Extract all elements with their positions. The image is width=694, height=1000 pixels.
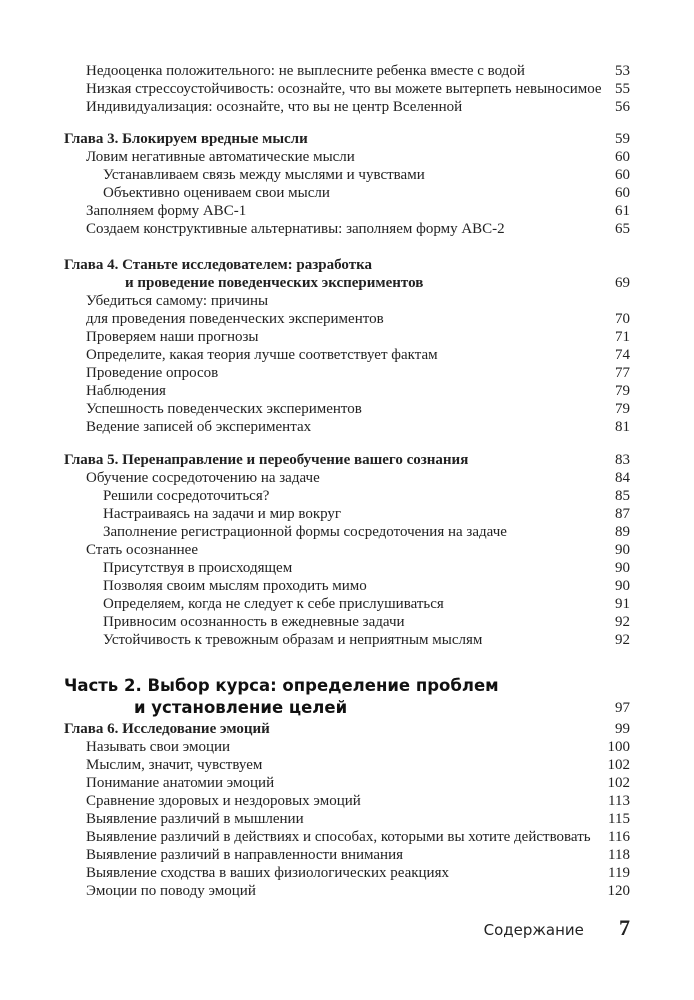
toc-entry[interactable]: [64, 774, 630, 792]
toc-entry[interactable]: [64, 864, 630, 882]
toc-entry-page: 55: [615, 81, 630, 97]
toc-entry-title: Обучение сосредоточению на задаче: [86, 470, 320, 486]
toc-entry-page: 100: [607, 739, 630, 755]
toc-entry-title: и установление целей: [134, 698, 348, 717]
toc-entry[interactable]: [64, 469, 630, 487]
toc-entry-page: 84: [615, 470, 630, 486]
toc-entry[interactable]: [64, 220, 630, 238]
toc-entry[interactable]: [64, 523, 630, 541]
toc-entry-page: 99: [615, 721, 630, 737]
toc-entry-page: 89: [615, 524, 630, 540]
toc-entry[interactable]: [64, 631, 630, 649]
toc-entry-page: 92: [615, 632, 630, 648]
toc-entry-page: 56: [615, 99, 630, 115]
toc-entry-title: Позволяя своим мыслям проходить мимо: [103, 578, 367, 594]
toc-entry[interactable]: [64, 418, 630, 436]
toc-entry-page: 92: [615, 614, 630, 630]
toc-entry[interactable]: [64, 828, 630, 846]
toc-entry-title: Создаем конструктивные альтернативы: заполняем форму ABC-2: [86, 221, 505, 237]
toc-entry[interactable]: [64, 62, 630, 80]
toc-entry-title: Определите, какая теория лучше соответствует фактам: [86, 347, 438, 363]
table-of-contents: [64, 62, 630, 900]
toc-entry-page: 79: [615, 401, 630, 417]
toc-entry-page: 69: [615, 275, 630, 291]
toc-entry-page: 87: [615, 506, 630, 522]
toc-entry-title: Называть свои эмоции: [86, 739, 231, 755]
toc-section: [64, 256, 630, 436]
toc-entry[interactable]: [64, 328, 630, 346]
toc-entry-page: 97: [615, 700, 630, 716]
toc-entry[interactable]: [64, 810, 630, 828]
toc-entry-title: Ведение записей об экспериментах: [86, 419, 312, 435]
toc-entry-page: 71: [615, 329, 630, 345]
toc-entry-title: Настраиваясь на задачи и мир вокруг: [103, 506, 342, 522]
toc-entry-title: Присутствуя в происходящем: [103, 560, 293, 576]
toc-entry-page: 113: [608, 793, 630, 809]
toc-chapter-entry[interactable]: [64, 256, 630, 274]
toc-entry[interactable]: [64, 846, 630, 864]
toc-section: [64, 451, 630, 649]
toc-entry-title: Решили сосредоточиться?: [103, 488, 270, 504]
toc-entry[interactable]: [64, 184, 630, 202]
toc-entry-title: Устойчивость к тревожным образам и неприятным мыслям: [103, 632, 483, 648]
toc-entry-page: 116: [608, 829, 630, 845]
toc-entry-page: 53: [615, 63, 630, 79]
toc-entry-page: 91: [615, 596, 630, 612]
toc-entry-title: Выявление различий в направленности внимания: [86, 847, 404, 863]
page-number: 7: [619, 915, 630, 940]
toc-entry[interactable]: [64, 310, 630, 328]
toc-entry[interactable]: [64, 559, 630, 577]
toc-entry-page: 119: [608, 865, 630, 881]
toc-part: [64, 675, 630, 719]
toc-entry[interactable]: [64, 364, 630, 382]
toc-entry-title: Глава 3. Блокируем вредные мысли: [64, 131, 308, 147]
toc-entry[interactable]: [64, 792, 630, 810]
toc-entry-title: Глава 5. Перенаправление и переобучение вашего сознания: [64, 452, 469, 468]
toc-entry-title: Определяем, когда не следует к себе прислушиваться: [103, 596, 444, 612]
toc-section: [64, 720, 630, 900]
toc-entry-page: 61: [615, 203, 630, 219]
toc-entry[interactable]: [64, 202, 630, 220]
toc-section: [64, 62, 630, 116]
toc-entry-page: 74: [615, 347, 630, 363]
running-footer-title: Содержание: [483, 921, 584, 939]
toc-entry[interactable]: [64, 400, 630, 418]
toc-entry[interactable]: [64, 274, 630, 292]
toc-entry-title: Проверяем наши прогнозы: [86, 329, 259, 345]
toc-entry-page: 83: [615, 452, 630, 468]
toc-entry[interactable]: [64, 613, 630, 631]
toc-entry-title: Часть 2. Выбор курса: определение проблем: [64, 676, 499, 695]
toc-entry-page: 102: [607, 775, 630, 791]
toc-entry[interactable]: [64, 541, 630, 559]
toc-entry-title: Успешность поведенческих экспериментов: [86, 401, 362, 417]
toc-entry[interactable]: [64, 505, 630, 523]
toc-entry-title: и проведение поведенческих экспериментов: [125, 275, 424, 291]
toc-entry-page: 90: [615, 542, 630, 558]
toc-entry[interactable]: [64, 80, 630, 98]
toc-entry[interactable]: [64, 738, 630, 756]
toc-entry-title: Объективно оцениваем свои мысли: [103, 185, 330, 201]
toc-entry[interactable]: [64, 98, 630, 116]
toc-entry-title: Выявление различий в действиях и способах, которыми вы хотите действовать: [86, 829, 591, 845]
toc-entry[interactable]: [64, 292, 630, 310]
toc-chapter-entry[interactable]: [64, 130, 630, 148]
toc-entry-title: Выявление различий в мышлении: [86, 811, 304, 827]
toc-entry-page: 60: [615, 185, 630, 201]
toc-entry-title: Ловим негативные автоматические мысли: [86, 149, 355, 165]
toc-entry-title: Проведение опросов: [86, 365, 219, 381]
toc-entry-title: Заполняем форму ABC-1: [86, 203, 247, 219]
toc-entry-page: 85: [615, 488, 630, 504]
toc-entry-title: Мыслим, значит, чувствуем: [86, 757, 263, 773]
toc-entry-page: 90: [615, 578, 630, 594]
toc-entry-title: Понимание анатомии эмоций: [86, 775, 275, 791]
toc-chapter-entry[interactable]: [64, 720, 630, 738]
toc-entry-title: Недооценка положительного: не выплесните ребенка вместе с водой: [86, 63, 525, 79]
toc-entry[interactable]: [64, 166, 630, 184]
toc-entry[interactable]: [64, 346, 630, 364]
toc-chapter-entry[interactable]: [64, 451, 630, 469]
toc-entry[interactable]: [64, 382, 630, 400]
toc-entry-title: Сравнение здоровых и нездоровых эмоций: [86, 793, 361, 809]
toc-entry-title: Наблюдения: [86, 383, 166, 399]
toc-entry-title: Эмоции по поводу эмоций: [86, 883, 256, 899]
toc-entry-page: 60: [615, 167, 630, 183]
toc-entry-title: Низкая стрессоустойчивость: осознайте, что вы можете вытерпеть невыносимое: [86, 81, 602, 97]
toc-entry[interactable]: [64, 148, 630, 166]
toc-entry-title: Индивидуализация: осознайте, что вы не центр Вселенной: [86, 99, 463, 115]
toc-entry-title: Заполнение регистрационной формы сосредоточения на задаче: [103, 524, 507, 540]
toc-entry-title: Выявление сходства в ваших физиологических реакциях: [86, 865, 449, 881]
toc-entry-title: Привносим осознанность в ежедневные задачи: [103, 614, 405, 630]
page-footer: [484, 915, 630, 941]
toc-entry[interactable]: [64, 595, 630, 613]
toc-entry-title: для проведения поведенческих экспериментов: [86, 311, 384, 327]
toc-entry-title: Устанавливаем связь между мыслями и чувствами: [103, 167, 425, 183]
toc-entry-title: Глава 4. Станьте исследователем: разработка: [64, 257, 373, 273]
toc-entry-title: Стать осознаннее: [86, 542, 198, 558]
toc-section: [64, 130, 630, 238]
toc-entry-page: 81: [615, 419, 630, 435]
toc-entry-page: 70: [615, 311, 630, 327]
toc-part-entry[interactable]: [64, 697, 630, 719]
toc-entry-page: 90: [615, 560, 630, 576]
toc-entry-page: 118: [608, 847, 630, 863]
toc-entry-page: 77: [615, 365, 630, 381]
toc-entry[interactable]: [64, 487, 630, 505]
toc-entry-title: Убедиться самому: причины: [86, 293, 269, 309]
toc-entry-page: 60: [615, 149, 630, 165]
toc-entry-page: 115: [608, 811, 630, 827]
toc-entry-page: 102: [607, 757, 630, 773]
toc-entry-page: 59: [615, 131, 630, 147]
toc-part-entry[interactable]: [64, 675, 630, 697]
toc-entry-page: 65: [615, 221, 630, 237]
toc-entry-page: 120: [607, 883, 630, 899]
toc-entry-title: Глава 6. Исследование эмоций: [64, 721, 270, 737]
toc-entry[interactable]: [64, 756, 630, 774]
toc-entry[interactable]: [64, 882, 630, 900]
toc-entry-page: 79: [615, 383, 630, 399]
toc-entry[interactable]: [64, 577, 630, 595]
